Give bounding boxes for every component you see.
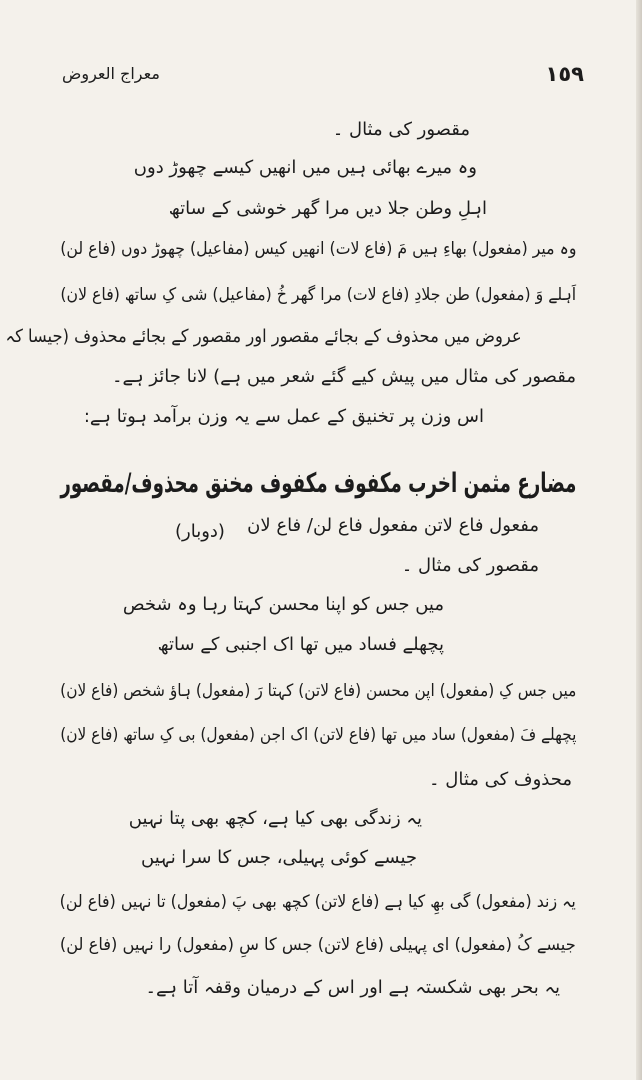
paragraph-line: عروض میں محذوف کے بجائے مقصور اور مقصور کے بجائے محذوف (جیسا کہ	[5, 326, 522, 347]
scansion-line: پچھلے فَ (مفعول) ساد میں تھا (فاع لاتن) اک اجن (مفعول) بی کِ ساتھ (فاع لان)	[59, 725, 576, 745]
section-label: محذوف کی مثال ۔	[429, 769, 572, 790]
scansion-line: اَہلے وَ (مفعول) طن جلادِ (فاع لات) مرا گھر خُ (مفاعیل) شی کِ ساتھ (فاع لان)	[60, 285, 576, 305]
verse-line: پچھلے فساد میں تھا اک اجنبی کے ساتھ	[157, 634, 444, 655]
page-number: ١٥٩	[545, 62, 584, 86]
verse-line: یہ زندگی بھی کیا ہے، کچھ بھی پتا نہیں	[128, 808, 422, 829]
verse-line: وہ میرے بھائی ہیں میں انھیں کیسے چھوڑ دوں	[133, 157, 477, 178]
scansion-line: یہ زند (مفعول) گی بھِ کیا ہے (فاع لاتن) کچھ بھی پَ (مفعول) تا نہیں (فاع لن)	[59, 892, 576, 912]
paragraph-line: مقصور کی مثال میں پیش کیے گئے شعر میں ہے) لانا جائز ہے۔	[111, 366, 576, 387]
page-edge	[636, 0, 642, 1080]
verse-line: میں جس کو اپنا محسن کہتا رہا وہ شخص	[122, 594, 444, 615]
scansion-line: وہ میر (مفعول) بھاءِ ہیں مَ (فاع لات) انھیں کیس (مفاعیل) چھوڑ دوں (فاع لن)	[59, 239, 576, 259]
scansion-line: میں جس کِ (مفعول) اپن محسن (فاع لاتن) کہتا رَ (مفعول) ہاؤ شخص (فاع لان)	[59, 681, 576, 701]
section-label: مقصور کی مثال ۔	[401, 555, 539, 576]
closing-line: یہ بحر بھی شکستہ ہے اور اس کے درمیان وقفہ آتا ہے۔	[145, 977, 560, 998]
running-title: معراج العروض	[62, 64, 160, 83]
meter-title: مضارع مثمن اخرب مکفوف مکفوف مخنق محذوف/مقصور	[59, 468, 576, 499]
verse-line: اہلِ وطن جلا دیں مرا گھر خوشی کے ساتھ	[168, 198, 487, 219]
section-label: مقصور کی مثال ۔	[332, 119, 470, 140]
verse-line: جیسے کوئی پہیلی، جس کا سرا نہیں	[141, 847, 417, 868]
repeat-note: (دوبار)	[175, 521, 225, 542]
scansion-line: جیسے کُ (مفعول) ای پہیلی (فاع لاتن) جس کا سِ (مفعول) را نہیں (فاع لن)	[60, 935, 576, 955]
page-header	[62, 62, 584, 92]
meter-pattern: مفعول فاع لاتن مفعول فاع لن/ فاع لان	[247, 515, 539, 536]
paragraph-line: اس وزن پر تخنیق کے عمل سے یہ وزن برآمد ہوتا ہے:	[83, 406, 484, 427]
